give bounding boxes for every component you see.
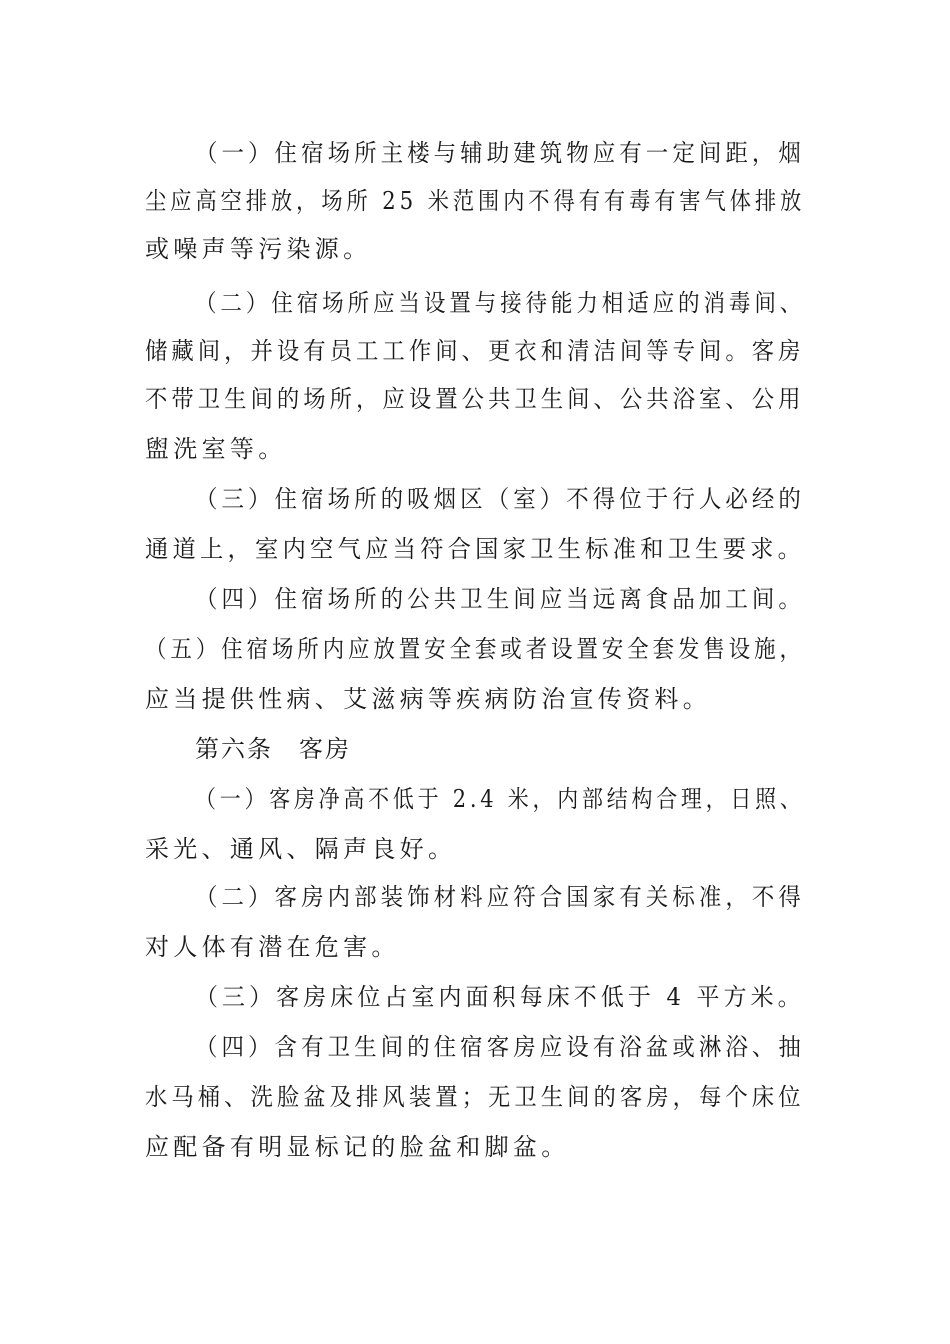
paragraph-7-line-1: （二）客房内部装饰材料应符合国家有关标准，不得 xyxy=(195,883,805,911)
paragraph-5-line-2: 应当提供性病、艾滋病等疾病防治宣传资料。 xyxy=(145,685,711,713)
paragraph-1-line-2: 尘应高空排放，场所 25 米范围内不得有有毒有害气体排放 xyxy=(145,187,806,215)
paragraph-2-line-4: 盥洗室等。 xyxy=(145,435,287,463)
paragraph-2-line-3: 不带卫生间的场所，应设置公共卫生间、公共浴室、公用 xyxy=(145,385,805,413)
paragraph-2-line-1: （二）住宿场所应当设置与接待能力相适应的消毒间、 xyxy=(195,289,806,317)
paragraph-3-line-2: 通道上，室内空气应当符合国家卫生标准和卫生要求。 xyxy=(145,535,806,563)
paragraph-2-line-2: 储藏间，并设有员工工作间、更衣和清洁间等专间。客房 xyxy=(145,337,805,365)
article-heading: 第六条 客房 xyxy=(195,735,351,763)
paragraph-8-line-1: （三）客房床位占室内面积每床不低于 4 平方米。 xyxy=(195,983,805,1011)
paragraph-9-line-2: 水马桶、洗脸盆及排风装置；无卫生间的客房，每个床位 xyxy=(145,1083,805,1111)
paragraph-1-line-1: （一）住宿场所主楼与辅助建筑物应有一定间距，烟 xyxy=(195,139,805,167)
paragraph-1-line-3: 或噪声等污染源。 xyxy=(145,235,372,263)
paragraph-7-line-2: 对人体有潜在危害。 xyxy=(145,933,400,961)
paragraph-4-line-1: （四）住宿场所的公共卫生间应当远离食品加工间。 xyxy=(195,585,805,613)
paragraph-9-line-3: 应配备有明显标记的脸盆和脚盆。 xyxy=(145,1133,570,1161)
paragraph-6-line-2: 采光、通风、隔声良好。 xyxy=(145,835,457,863)
paragraph-9-line-1: （四）含有卫生间的住宿客房应设有浴盆或淋浴、抽 xyxy=(195,1033,805,1061)
paragraph-5-line-1: （五）住宿场所内应放置安全套或者设置安全套发售设施， xyxy=(145,635,805,663)
paragraph-6-line-1: （一）客房净高不低于 2.4 米，内部结构合理，日照、 xyxy=(195,785,805,813)
paragraph-3-line-1: （三）住宿场所的吸烟区（室）不得位于行人必经的 xyxy=(195,485,805,513)
